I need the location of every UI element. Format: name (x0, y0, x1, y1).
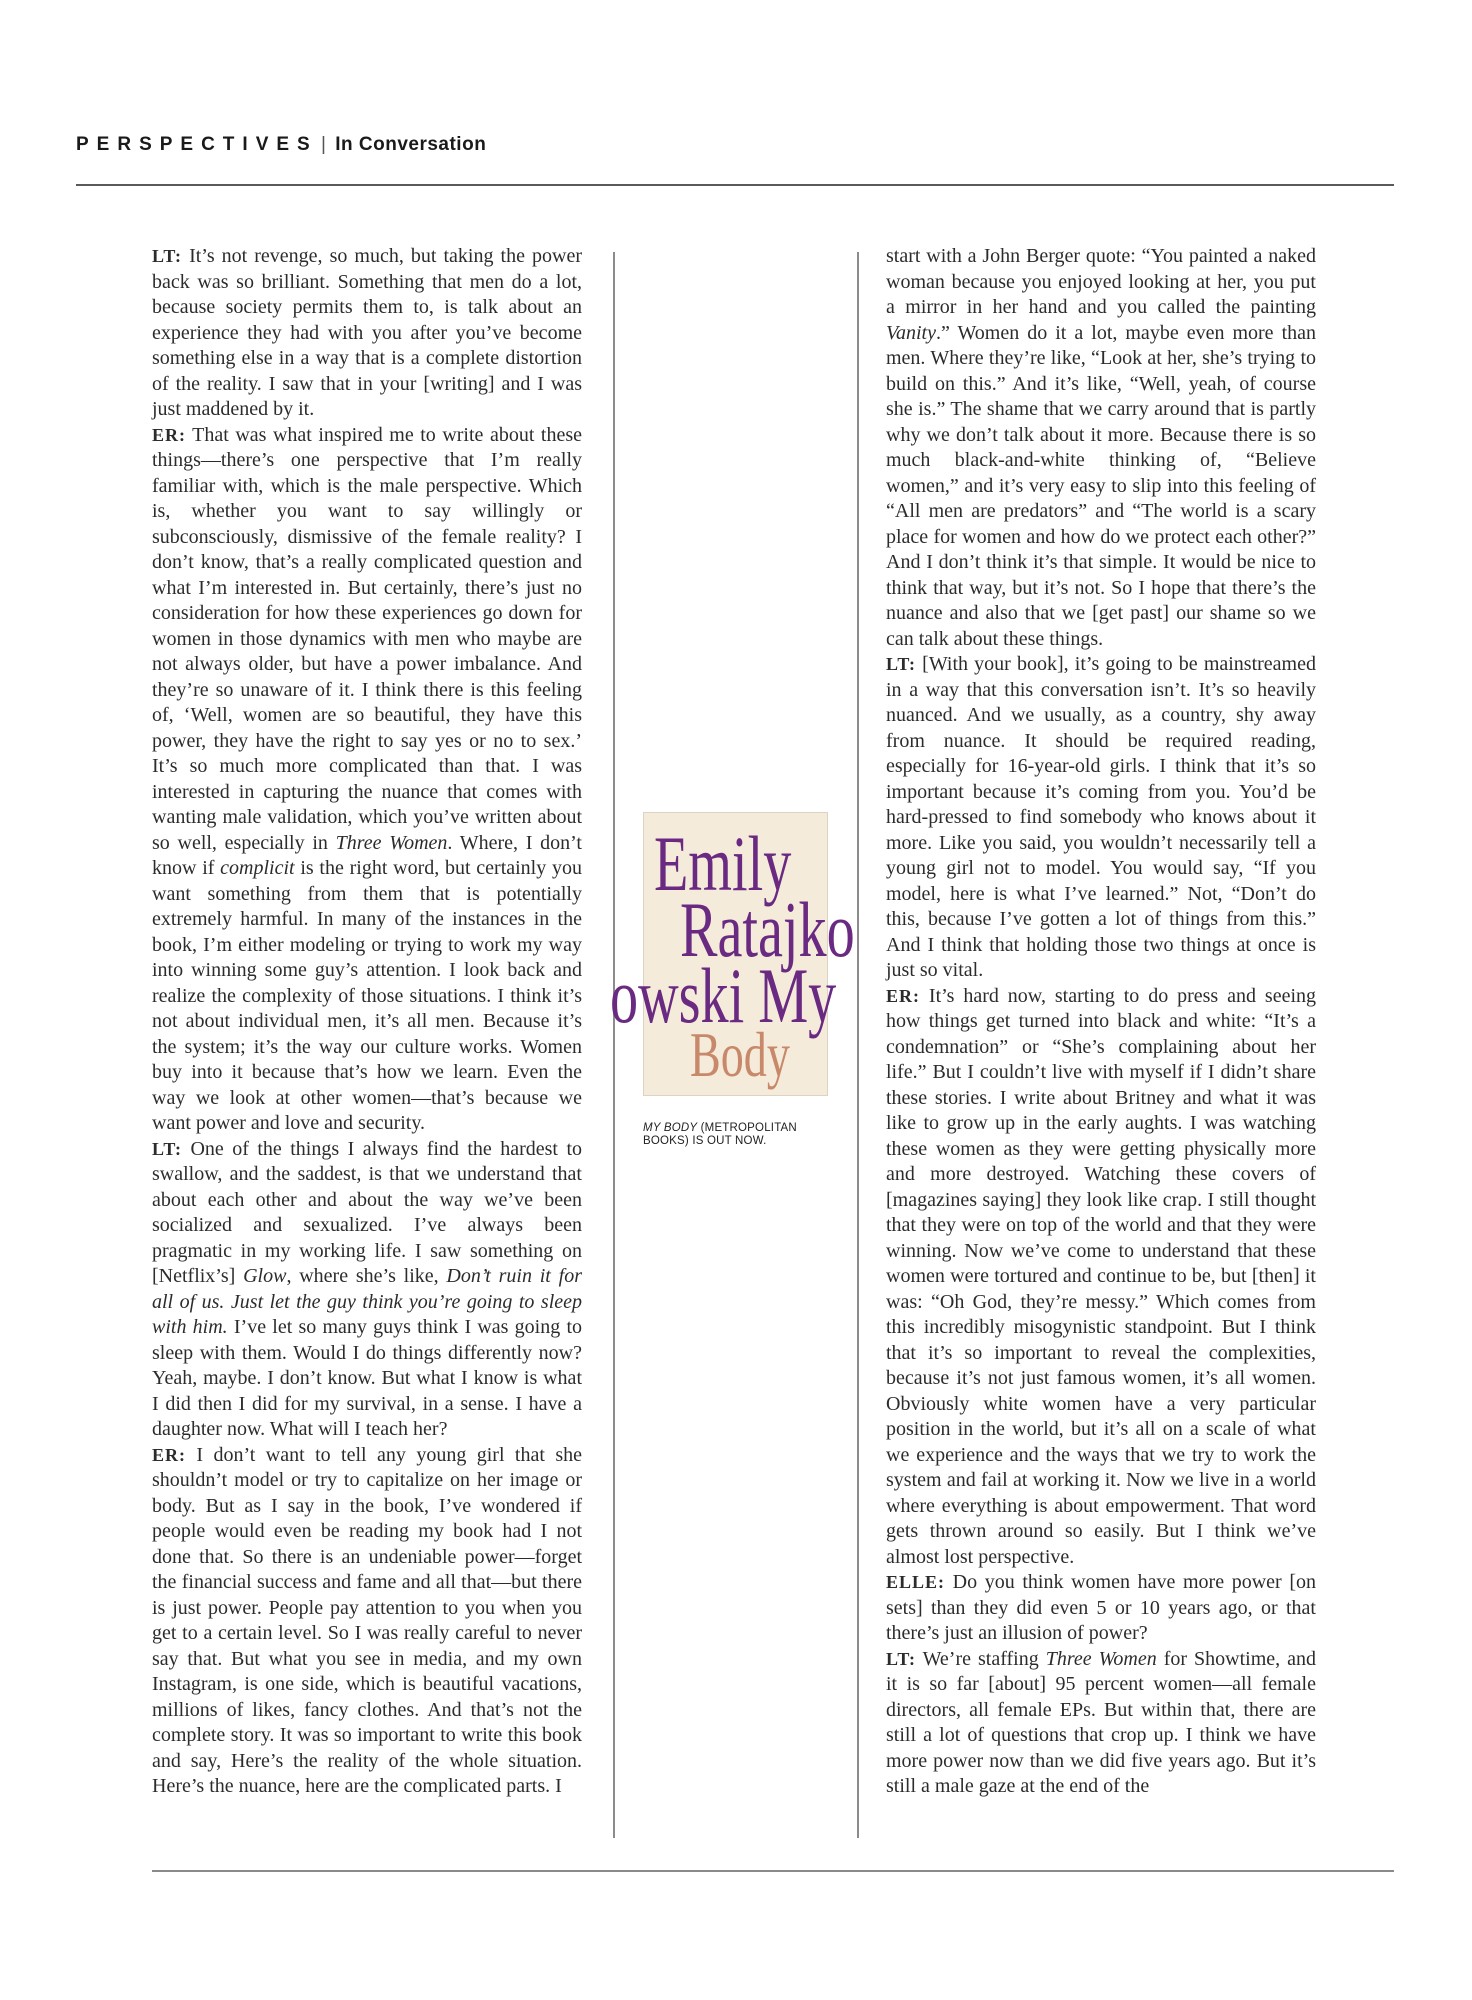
italic-title: Vanity (886, 321, 936, 344)
italic-word: complicit (220, 857, 295, 879)
section-title: PERSPECTIVES (76, 134, 318, 155)
book-cover-image (610, 812, 855, 1096)
paragraph (886, 244, 1316, 652)
speaker-label: ER: (886, 985, 920, 1006)
speaker-label: LT: (886, 654, 917, 674)
paragraph-text: for Showtime, and it is so far [about] 95 percent women—all female directors, all female EPs. But within that, there are still a lot of questions that crop up. I think we have more power now than we did five years ago. But it’s still a male gaze at the end of the (886, 1647, 1317, 1797)
cover-text-my: My (758, 952, 837, 1039)
paragraph-text: . Where, I don’t know if (152, 831, 582, 879)
paragraph-text: We’re staffing (916, 1647, 1046, 1670)
paragraph (152, 244, 582, 423)
caption-text: (METROPOLITAN BOOKS) IS OUT NOW. (643, 1122, 797, 1147)
paragraph (152, 423, 582, 1137)
speaker-label: LT: (152, 1138, 183, 1159)
footer-rule (152, 1870, 1394, 1872)
left-text-column (152, 244, 582, 1800)
cover-text-owski-part: owski (610, 952, 745, 1039)
caption-book-title: MY BODY (643, 1122, 698, 1134)
speaker-label: LT: (152, 246, 183, 266)
header-separator: | (321, 134, 326, 155)
paragraph-text: .” Women do it a lot, maybe even more than men. Where they’re like, “Look at her, she’s trying to build on this.” And it’s like, “Well, yeah, of course she is.” The shame that we carry around that is partly why we don’t talk about it more. Because there is so much black-and-white thinking of, “Believe women,” and it’s very easy to slip into this feeling of “All men are predators” and “The world is a scary place for women and how do we protect each other?” And I don’t think it’s that simple. It would be nice to think that way, but it’s not. So I hope that there’s the nuance and also that we [get past] our shame so we can talk about these things. (886, 321, 1316, 650)
paragraph-text: [With your book], it’s going to be mainstreamed in a way that this conversation isn’t. It’s so heavily nuanced. And we usually, as a country, shy away from nuance. It should be required reading, especially for 16-year-old girls. I think that it’s so important because it’s coming from you. You’d be hard-pressed to find somebody who knows about it more. Like you said, you wouldn’t necessarily tell a young girl not to model. You would say, “If you model, here is what I’ve learned.” Not, “Don’t do this, because I’ve gotten a lot of things from this.” And I think that holding those two things at once is just so vital. (886, 653, 1316, 981)
speaker-label: LT: (886, 1648, 917, 1669)
right-text-column (886, 244, 1316, 1800)
subsection-title: In Conversation (335, 134, 487, 155)
column-divider-left (613, 252, 615, 1838)
paragraph-text: start with a John Berger quote: “You painted a naked woman because you enjoyed looking at her, you put a mirror in her hand and you called the painting (886, 245, 1316, 318)
paragraph (886, 984, 1316, 1571)
cover-text-body: Body (690, 1019, 790, 1090)
cover-text-emily: Emily (654, 820, 792, 907)
speaker-label: ER: (152, 424, 186, 445)
paragraph-text: One of the things I always find the hardest to swallow, and the saddest, is that we understand that about each other and about the way we’ve been socialized and sexualized. I’ve always been pragmatic in my working life. I saw something on [Netflix’s] (152, 1137, 582, 1287)
paragraph-text: is the right word, but certainly you want something from them that is potentially extremely harmful. In many of the instances in the book, I’m either modeling or trying to work my way into winning some guy’s attention. I look back and realize the complexity of those situations. I think it’s not about individual men, it’s all men. Because it’s the system; it’s the way our culture works. Women buy into it because that’s how we learn. Even the way we look at other women—that’s because we want power and love and security. (152, 857, 582, 1134)
speaker-label: ELLE: (886, 1572, 946, 1592)
paragraph (152, 1137, 582, 1443)
header-rule (76, 184, 1394, 186)
column-divider-right (857, 252, 859, 1838)
speaker-label: ER: (152, 1444, 186, 1465)
cover-text-ratajko: Ratajko (680, 886, 855, 973)
paragraph-text: It’s not revenge, so much, but taking the power back was so brilliant. Something that men do a lot, because society permits them to, is talk about an experience they had with you after you’ve become something else in a way that is a complete distortion of the reality. I saw that in your [writing] and I was just maddened by it. (152, 245, 582, 420)
paragraph-text: I’ve let so many guys think I was going to sleep with them. Would I do things differently now? Yeah, maybe. I don’t know. But what I know is what I did then I did for my survival, in a sense. I have a daughter now. What will I teach her? (152, 1316, 582, 1440)
italic-quote: Don’t ruin it for all of us. Just let the guy think you’re going to sleep with him. (152, 1265, 582, 1338)
paragraph (886, 652, 1316, 984)
book-caption (643, 1122, 833, 1148)
italic-title: Three Women (335, 831, 448, 854)
paragraph (886, 1647, 1316, 1800)
paragraph (886, 1570, 1316, 1647)
italic-title: Three Women (1045, 1647, 1157, 1670)
paragraph-text: I don’t want to tell any young girl that she shouldn’t model or try to capitalize on her image or body. But as I say in the book, I’ve wondered if people would even be reading my book had I not done that. So there is an undeniable power—forget the financial success and fame and all that—but there is just power. People pay attention to you when you get to a certain level. So I was really careful to never say that. But what you see in media, and my own Instagram, is one side, which is beautiful vacations, millions of likes, fancy clothes. And that’s not the complete story. It was so important to write this book and say, Here’s the reality of the whole situation. Here’s the nuance, here are the complicated parts. I (152, 1443, 582, 1797)
paragraph-text: , where she’s like, (286, 1265, 447, 1287)
paragraph-text: Do you think women have more power [on sets] than they did even 5 or 10 years ago, or that there’s just an illusion of power? (886, 1571, 1316, 1644)
page-header (76, 134, 1396, 160)
paragraph (152, 1443, 582, 1800)
paragraph-text: That was what inspired me to write about these things—there’s one perspective that I’m really familiar with, which is the male perspective. Which is, whether you want to say willingly or subconsciously, dismissive of the female reality? I don’t know, that’s a really complicated question and what I’m interested in. But certainly, there’s just no consideration for how these experiences go down for women in those dynamics with men who maybe are not always older, but have a power imbalance. And they’re so unaware of it. I think there is this feeling of, ‘Well, women are so beautiful, they have this power, they have the right to say yes or no to sex.’ It’s so much more complicated than that. I was interested in capturing the nuance that comes with wanting male validation, which you’ve written about so well, especially in (152, 423, 582, 854)
paragraph-text: It’s hard now, starting to do press and seeing how things get turned into black and white: “It’s a condemnation” or “She’s complaining about her life.” But I couldn’t live with myself if I didn’t share these stories. I write about Britney and what it was like to grow up in the early aughts. I was watching these women as they were getting physically more and more destroyed. Watching these covers of [magazines saying] they look like crap. I still thought that they were on top of the world and that they were winning. Now we’ve come to understand that these women were tortured and continue to be, but [then] it was: “Oh God, they’re messy.” Which comes from this incredibly misogynistic standpoint. But I think that it’s so important to reveal the complexities, because it’s not just famous women, it’s all women. Obviously white women have a very particular position in the world, but it’s all on a scale of what we experience and the ways that we try to work the system and fail at working it. Now we live in a world where everything is about empowerment. That word gets thrown around so easily. But I think we’ve almost lost perspective. (886, 984, 1316, 1568)
italic-title: Glow (243, 1265, 287, 1287)
